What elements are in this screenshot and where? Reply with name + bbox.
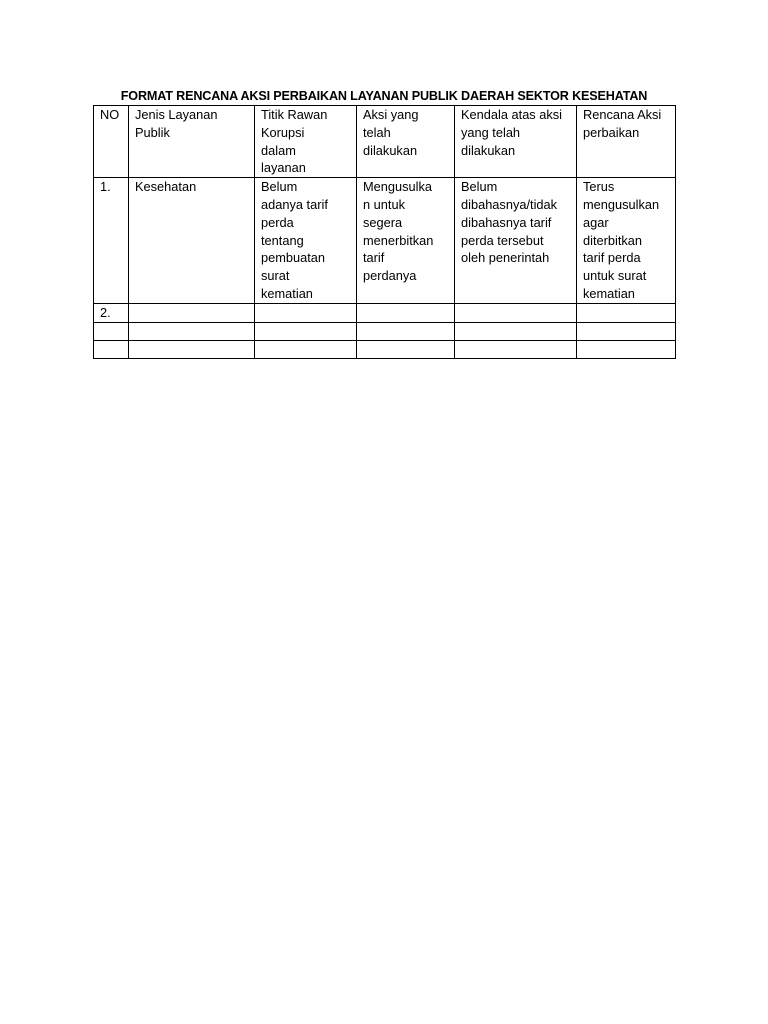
table-cell-titik-rawan: [255, 303, 357, 322]
table-cell-jenis-layanan: Kesehatan: [129, 178, 255, 304]
header-rencana-aksi: Rencana Aksi perbaikan: [577, 106, 676, 178]
header-titik-rawan: Titik Rawan Korupsi dalam layanan: [255, 106, 357, 178]
header-kendala: Kendala atas aksi yang telah dilakukan: [455, 106, 577, 178]
table-cell-jenis-layanan: [129, 303, 255, 322]
table-cell-aksi: [357, 303, 455, 322]
header-no: NO: [94, 106, 129, 178]
table-cell-jenis-layanan: [129, 322, 255, 340]
table-cell-rencana-aksi: Terus mengusulkan agar diterbitkan tarif perda untuk surat kematian: [577, 178, 676, 304]
table-cell-rencana-aksi: [577, 303, 676, 322]
table-cell-no: [94, 322, 129, 340]
table-cell-kendala: Belum dibahasnya/tidak dibahasnya tarif perda tersebut oleh penerintah: [455, 178, 577, 304]
table-cell-kendala: [455, 340, 577, 358]
table-cell-aksi: [357, 340, 455, 358]
table-row: [94, 178, 676, 304]
table-row: [94, 340, 676, 358]
table-cell-rencana-aksi: [577, 322, 676, 340]
action-plan-table: [93, 105, 676, 359]
table-header-row: [94, 106, 676, 178]
table-cell-titik-rawan: Belum adanya tarif perda tentang pembuatan surat kematian: [255, 178, 357, 304]
table-cell-kendala: [455, 322, 577, 340]
table-cell-titik-rawan: [255, 322, 357, 340]
table-cell-aksi: [357, 322, 455, 340]
table-row: [94, 322, 676, 340]
header-aksi: Aksi yang telah dilakukan: [357, 106, 455, 178]
table-row: [94, 303, 676, 322]
table-cell-no: [94, 340, 129, 358]
header-jenis-layanan: Jenis Layanan Publik: [129, 106, 255, 178]
table-cell-jenis-layanan: [129, 340, 255, 358]
table-cell-no: 1.: [94, 178, 129, 304]
table-cell-kendala: [455, 303, 577, 322]
document-title: FORMAT RENCANA AKSI PERBAIKAN LAYANAN PUBLIK DAERAH SEKTOR KESEHATAN: [120, 89, 648, 103]
table-cell-no: 2.: [94, 303, 129, 322]
table-cell-titik-rawan: [255, 340, 357, 358]
table-cell-rencana-aksi: [577, 340, 676, 358]
table-cell-aksi: Mengusulka n untuk segera menerbitkan tarif perdanya: [357, 178, 455, 304]
